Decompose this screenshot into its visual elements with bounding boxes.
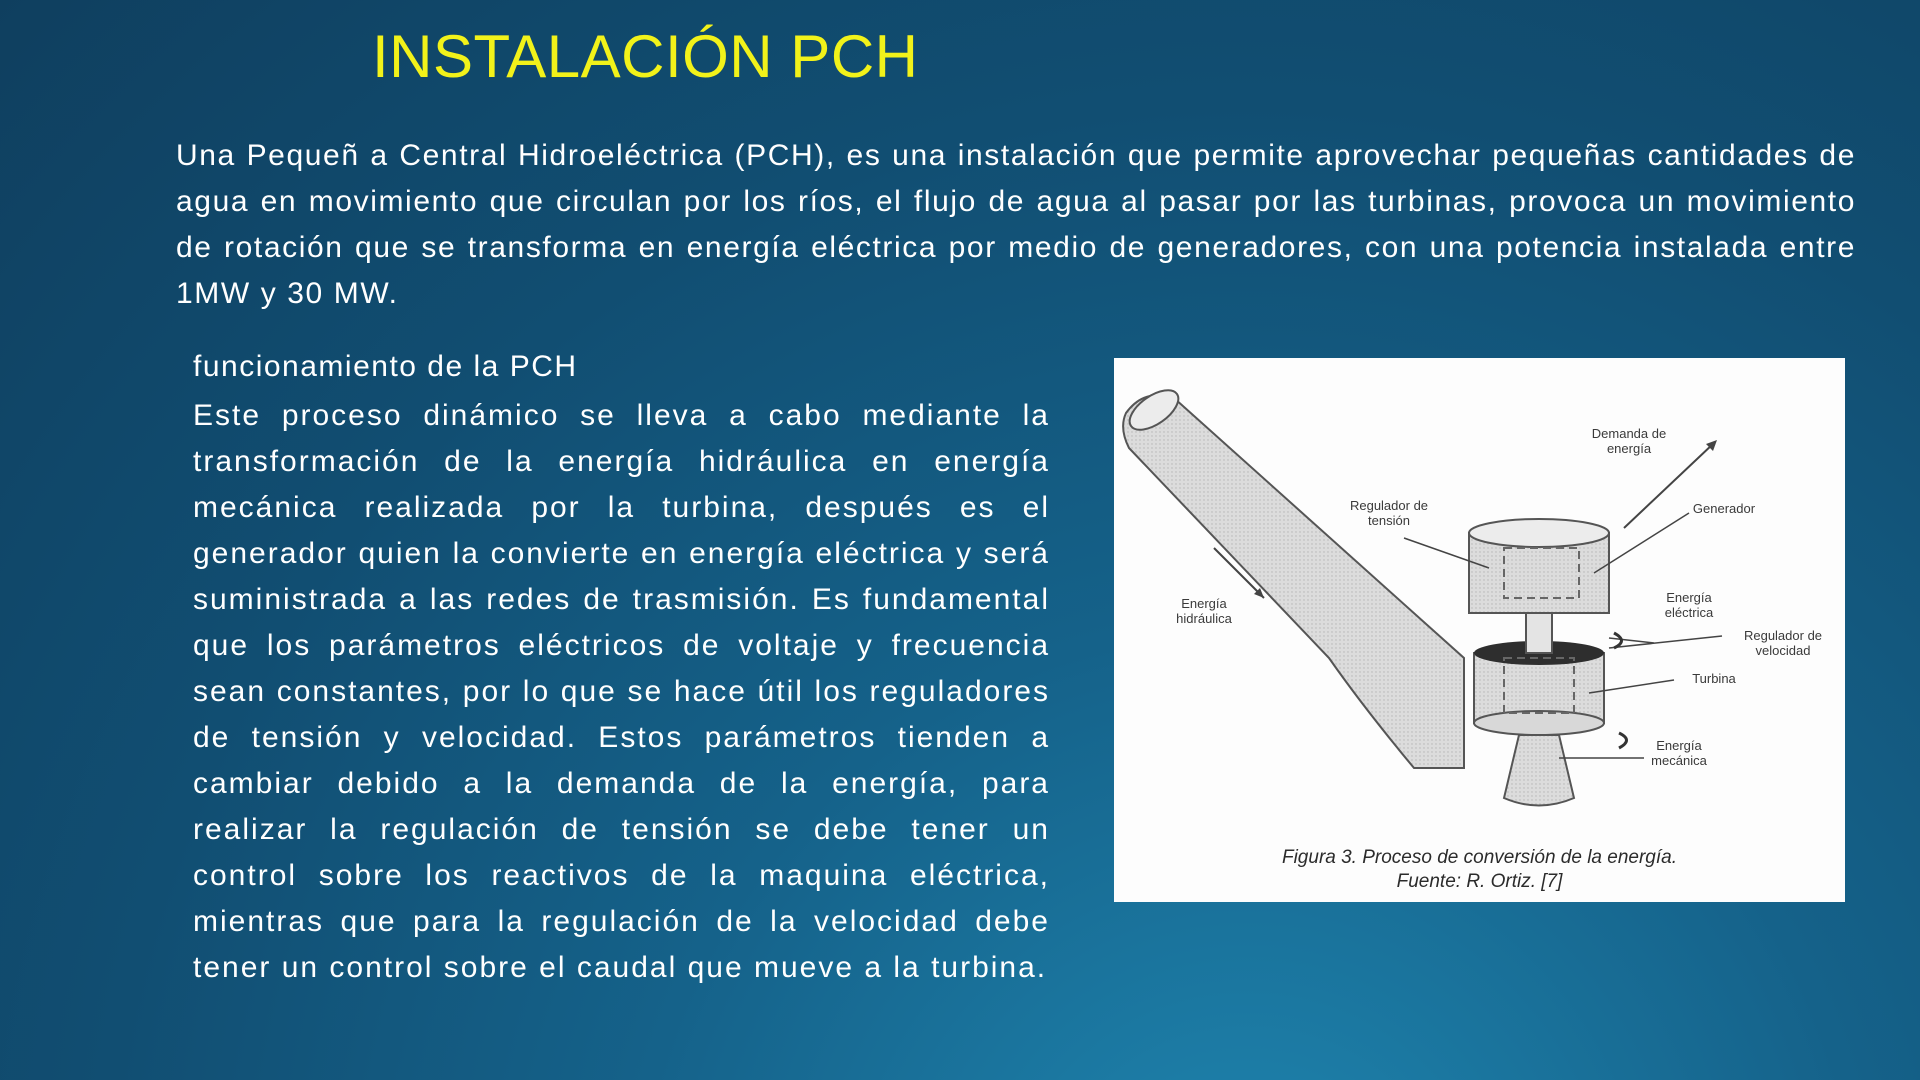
slide-title: INSTALACIÓN PCH: [372, 23, 919, 90]
figure-caption: [1114, 846, 1845, 894]
caption-line-1: Figura 3. Proceso de conversión de la energía.: [1281, 847, 1677, 868]
label-generador: Generador: [1692, 501, 1756, 516]
body-paragraph: Este proceso dinámico se lleva a cabo mediante la transformación de la energía hidráulica en energía mecánica realizada por la turbina, después es el generador quien la convierte en energía eléctrica y será suministrada a las redes de trasmisión. Es fundamental que los parámetros eléctricos de voltaje y frecuencia sean constantes, por lo que se hace útil los reguladores de tensión y velocidad. Estos parámetros tienden a cambiar debido a la demanda de la energía, para realizar la regulación de tensión se debe tener un control sobre los reactivos de la maquina eléctrica, mientras que para la regulación de la velocidad debe tener un control sobre el caudal que mueve a la turbina.: [193, 399, 1050, 984]
label-energia-hidraulica: Energía hidráulica: [1176, 596, 1232, 626]
energy-conversion-figure: [1114, 358, 1845, 902]
intro-paragraph: Una Pequeñ a Central Hidroeléctrica (PCH), es una instalación que permite aprovechar pequeñas cantidades de agua en movimiento que circulan por los ríos, el flujo de agua al pasar por las turbinas, provoca un movimiento de rotación que se transforma en energía eléctrica por medio de generadores, con una potencia instalada entre 1MW y 30 MW.: [176, 139, 1856, 310]
label-energia-electrica: Energía eléctrica: [1664, 590, 1714, 620]
caption-line-2: Fuente: R. Ortiz. [7]: [1396, 871, 1563, 892]
label-regulador-tension: Regulador de tensión: [1349, 498, 1429, 528]
label-turbina: Turbina: [1692, 671, 1736, 686]
section-heading: funcionamiento de la PCH: [193, 350, 578, 383]
label-energia-mecanica: Energía mecánica: [1651, 738, 1707, 768]
label-regulador-velocidad: Regulador de velocidad: [1743, 628, 1823, 658]
label-demanda: Demanda de energía: [1591, 426, 1667, 456]
